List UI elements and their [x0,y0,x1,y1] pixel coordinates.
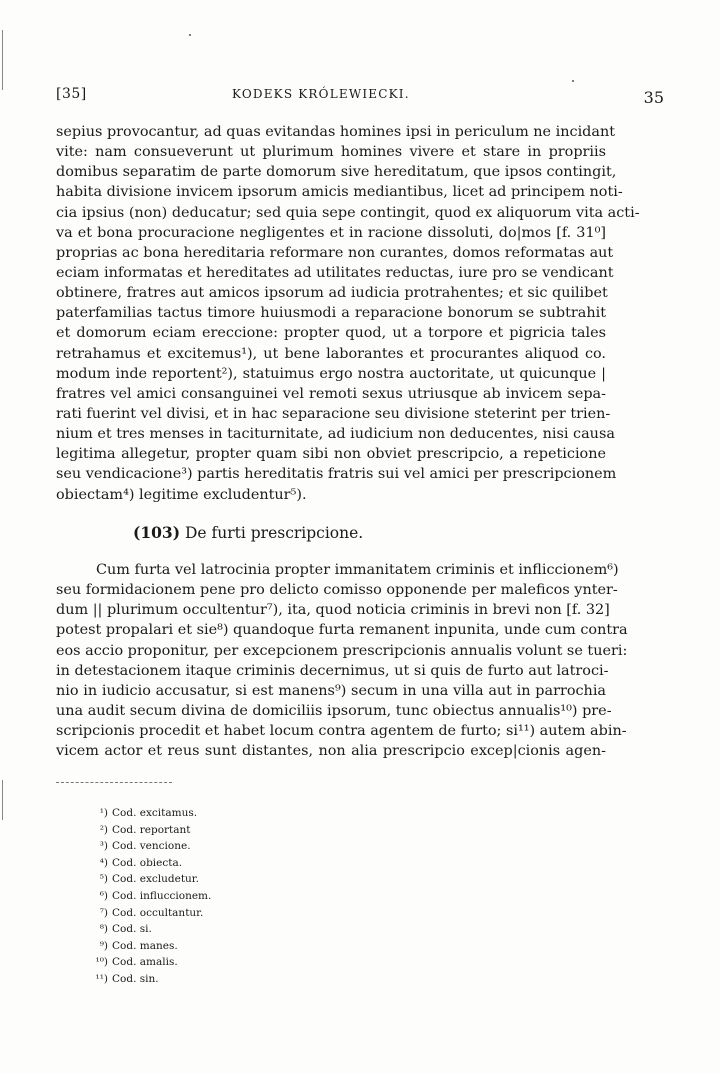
footnote [86,938,211,955]
text-line: Cum furta vel latrocinia propter immanitatem criminis et infliccionem⁶) [96,562,619,578]
text-line: et domorum eciam ereccione: propter quod, ut a torpore et pigricia tales [56,325,606,342]
text-line: potest propalari et sie⁸) quandoque furta remanent inpunita, unde cum contra [56,622,628,639]
text-line: retrahamus et excitemus¹), ut bene laborantes et procurantes aliquod co. [56,345,606,362]
footnote-marker: ³) [99,840,108,853]
text-line: eciam informatas et hereditates ad utilitates reductas, iure pro se vendicant [56,264,614,281]
paragraph-2 [56,560,628,761]
text-line: proprias ac bona hereditaria reformare non curantes, domos reformatas aut [56,244,614,261]
scan-edge-mark [2,30,3,90]
footnote-text: Cod. obiecta. [112,856,183,869]
footnote-marker: ⁹) [99,939,108,952]
text-line: modum inde reportent²), statuimus ergo nostra auctoritate, ut quicunque | [56,365,606,382]
footnote [86,822,211,839]
text-line: in detestacionem itaque criminis decernimus, ut si quis de furto aut latroci- [56,662,609,679]
text-line: sepius provocantur, ad quas evitandas homines ipsi in periculum ne incidant [56,124,616,140]
footnote [86,921,211,938]
text-line: habita divisione invicem ipsorum amicis mediantibus, licet ad principem noti- [56,184,623,201]
page-reference: [35] [56,86,87,102]
scan-speck [189,34,191,36]
text-line: vicem actor et reus sunt distantes, non alia prescripcio excep|cionis agen- [56,743,606,760]
footnote-marker: ⁵) [99,873,108,886]
text-line: va et bona procuracione negligentes et in racione dissoluti, do|mos [f. 31⁰] [56,224,606,241]
text-line: domibus separatim de parte domorum sive hereditatum, que ipsos contingit, [56,164,617,181]
text-line: nio in iudicio accusatur, si est manens⁹) secum in una villa aut in parrochia [56,682,606,699]
text-line: obiectam⁴) legitime excludentur⁵). [56,486,307,503]
text-line: dum || plurimum occultentur⁷), ita, quod noticia criminis in brevi non [f. 32] [56,602,610,619]
footnote-text: Cod. vencione. [112,840,191,853]
footnote [86,838,211,855]
text-line: paterfamilias tactus timore huiusmodi a reparacione bonorum se subtrahit [56,305,606,322]
footnote-text: Cod. si. [112,923,152,936]
footnote [86,954,211,971]
footnotes [86,805,211,988]
footnote-text: Cod. excludetur. [112,873,200,886]
text-line: cia ipsius (non) deducatur; sed quia sepe contingit, quod ex aliquorum vita acti- [56,204,640,221]
footnote [86,888,211,905]
text-line: nium et tres menses in taciturnitate, ad iudicium non deducentes, nisi causa [56,426,615,443]
footnote-text: Cod. sin. [112,972,159,985]
text-line: seu vendicacione³) partis hereditatis fratris sui vel amici per prescripcionem [56,466,617,483]
section-number: (103) [133,523,181,542]
footnote-separator [56,782,172,783]
footnote-marker: ¹) [99,807,108,819]
footnote [86,805,211,822]
text-line: rati fuerint vel divisi, et in hac separacione seu divisione steterint per trien- [56,405,611,422]
text-line: scripcionis procedit et habet locum contra agentem de furto; si¹¹) autem abin- [56,723,627,740]
running-title: KODEKS KRÓLEWIECKI. [232,87,410,101]
footnote [86,871,211,888]
footnote-marker: ⁴) [99,856,108,869]
section-heading [133,523,363,542]
footnote-text: Cod. occultantur. [112,906,204,919]
footnote-marker: ¹¹) [95,972,108,985]
text-line: fratres vel amici consanguinei vel remoti sexus utriusque ab invicem sepa- [56,385,606,402]
footnote-marker: ⁷) [99,906,108,919]
page-header [56,82,676,110]
page-number: 35 [643,88,664,107]
paragraph-1 [56,122,640,505]
footnote-text: Cod. excitamus. [112,807,198,819]
footnote-text: Cod. influccionem. [112,889,212,902]
footnote-marker: ¹⁰) [95,956,108,969]
footnote [86,971,211,988]
scan-edge-mark [2,780,3,820]
footnote-text: Cod. manes. [112,939,178,952]
text-line: vite: nam consueverunt ut plurimum homines vivere et stare in propriis [56,144,606,161]
footnote [86,855,211,872]
footnote-marker: ⁶) [99,889,108,902]
footnote-text: Cod. reportant [112,823,191,836]
footnote-marker: ⁸) [99,923,108,936]
footnote-marker: ²) [99,823,108,836]
text-line: obtinere, fratres aut amicos ipsorum ad iudicia protrahentes; et sic quilibet [56,285,608,302]
footnote [86,905,211,922]
footnote-text: Cod. amalis. [112,956,178,969]
text-line: seu formidacionem pene pro delicto comisso opponende per maleficos ynter- [56,582,618,599]
text-line: una audit secum divina de domiciliis ipsorum, tunc obiectus annualis¹⁰) pre- [56,702,612,719]
text-line: legitima allegetur, propter quam sibi non obviet prescripcio, a repeticione [56,446,606,463]
text-line: eos accio proponitur, per excepcionem prescripcionis annualis volunt se tueri: [56,642,628,659]
section-title: De furti prescripcione. [184,524,364,542]
